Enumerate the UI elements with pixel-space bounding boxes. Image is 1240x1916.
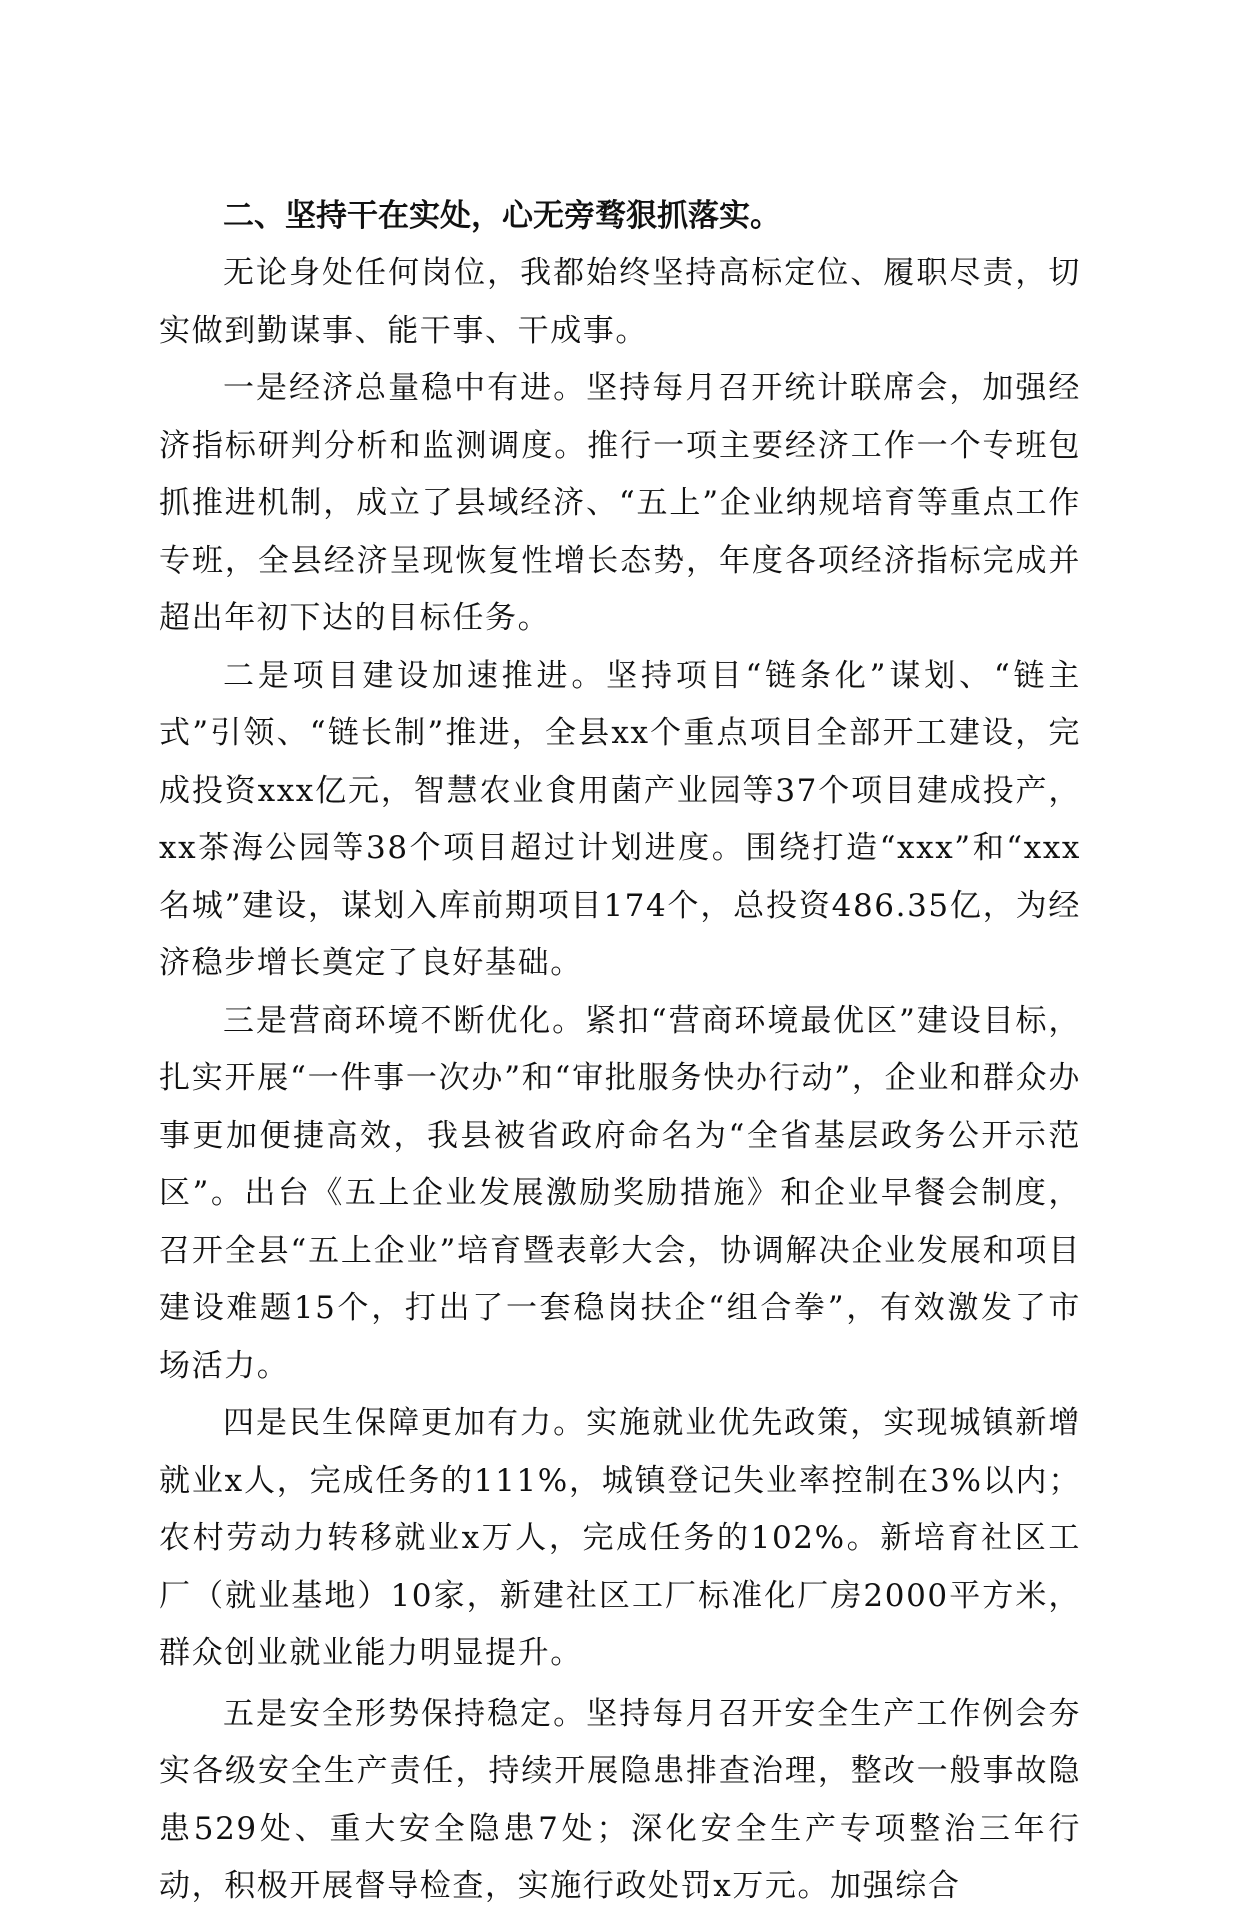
paragraph-economy: 一是经济总量稳中有进。坚持每月召开统计联席会，加强经济指标研判分析和监测调度。推行一项主要经济工作一个专班包抓推进机制，成立了县域经济、“五上”企业纳规培育等重点工作专班，全县经济呈现恢复性增长态势，年度各项经济指标完成并超出年初下达的目标任务。 (159, 370, 1081, 636)
paragraph-projects: 二是项目建设加速推进。坚持项目“链条化”谋划、“链主式”引领、“链长制”推进，全县xx个重点项目全部开工建设，完成投资xxx亿元，智慧农业食用菌产业园等37个项目建成投产，xx茶海公园等38个项目超过计划进度。围绕打造“xxx”和“xxx名城”建设，谋划入库前期项目174个，总投资486.35亿，为经济稳步增长奠定了良好基础。 (159, 657, 1081, 981)
paragraph-livelihood: 四是民生保障更加有力。实施就业优先政策，实现城镇新增就业x人，完成任务的111%，城镇登记失业率控制在3%以内；农村劳动力转移就业x万人，完成任务的102%。新培育社区工厂（就业基地）10家，新建社区工厂标准化厂房2000平方米，群众创业就业能力明显提升。 (159, 1405, 1081, 1671)
section-heading: 二、坚持干在实处，心无旁骛狠抓落实。 (223, 198, 781, 234)
intro-paragraph: 无论身处任何岗位，我都始终坚持高标定位、履职尽责，切实做到勤谋事、能干事、干成事。 (159, 255, 1081, 349)
paragraph-safety: 五是安全形势保持稳定。坚持每月召开安全生产工作例会夯实各级安全生产责任，持续开展隐患排查治理，整改一般事故隐患529处、重大安全隐患7处；深化安全生产专项整治三年行动，积极开展督导检查，实施行政处罚x万元。加强综合 (159, 1695, 1081, 1904)
document-body (159, 188, 1081, 1916)
paragraph-business-environment: 三是营商环境不断优化。紧扣“营商环境最优区”建设目标，扎实开展“一件事一次办”和“审批服务快办行动”，企业和群众办事更加便捷高效，我县被省政府命名为“全省基层政务公开示范区”。出台《五上企业发展激励奖励措施》和企业早餐会制度，召开全县“五上企业”培育暨表彰大会，协调解决企业发展和项目建设难题15个，打出了一套稳岗扶企“组合拳”，有效激发了市场活力。 (159, 1002, 1081, 1384)
